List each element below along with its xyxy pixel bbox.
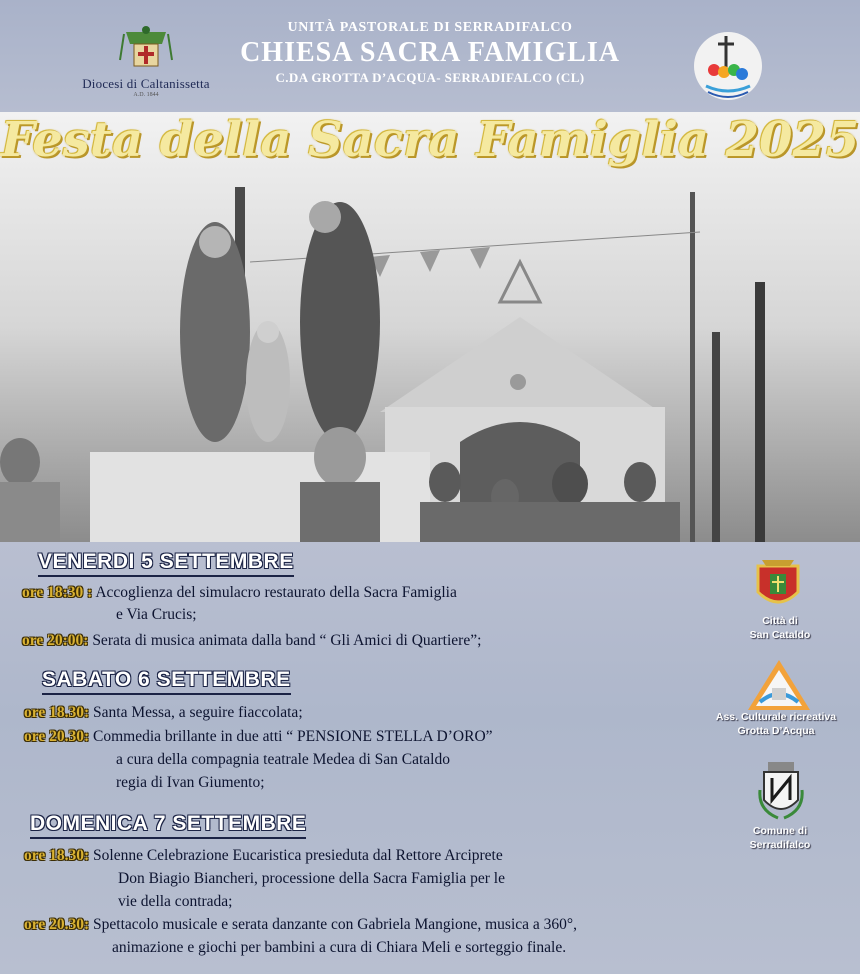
sponsor-line: San Cataldo [749,629,811,641]
program-line [24,704,303,722]
diocese-date: A.D. 1844 [133,92,159,98]
event-text: Solenne Celebrazione Eucaristica presieduta dal Rettore Arciprete [89,847,503,864]
event-text: e Via Crucis; [116,606,197,623]
event-time: ore 18.30: [24,847,90,864]
sponsor-line: Grotta D’Acqua [737,725,815,737]
program-line [24,916,577,934]
day-heading-saturday: SABATO 6 SETTEMBRE [42,668,291,695]
program-section [0,542,860,974]
jubilee-logo-icon [688,30,768,110]
event-text: animazione e giochi per bambini a cura di Chiara Meli e sorteggio finale. [112,939,567,956]
event-text: regia di Ivan Giumento; [116,774,265,791]
event-time: ore 18:30 : [22,584,93,601]
event-text: Don Biagio Biancheri, processione della Sacra Famiglia per le [118,870,505,887]
diocese-logo [76,24,216,104]
procession-photo [0,112,860,542]
parish-unit: UNITÀ PASTORALE DI SERRADIFALCO [287,20,573,35]
program-line [116,774,265,792]
sponsor-san-cataldo [720,614,840,642]
event-text: a cura della compagnia teatrale Medea di San Cataldo [116,751,450,768]
day-heading-friday: VENERDI 5 SETTEMBRE [38,550,294,577]
sponsor-line: Comune di [752,825,808,837]
program-line [118,870,505,888]
event-time: ore 20.30: [24,916,90,933]
event-text: Accoglienza del simulacro restaurato della Sacra Famiglia [92,584,457,601]
program-line [116,606,197,624]
program-line [24,847,503,865]
sponsor-grotta-acqua [692,710,860,738]
church-heading [230,20,630,86]
program-line [22,632,481,650]
procession-scene [0,112,860,542]
san-cataldo-crest-icon [752,558,804,614]
day-heading-sunday: DOMENICA 7 SETTEMBRE [30,812,306,839]
program-line [22,584,457,602]
program-line [116,751,450,769]
event-text: Serata di musica animata dalla band “ Gli Amici di Quartiere”; [88,632,482,649]
program-line [118,893,232,911]
event-time: ore 20:00: [22,632,89,649]
church-address: C.DA GROTTA D’ACQUA- SERRADIFALCO (CL) [275,70,585,85]
serradifalco-crest-icon [756,760,806,822]
event-text: Spettacolo musicale e serata danzante con Gabriela Mangione, musica a 360°, [89,916,577,933]
sponsor-serradifalco [720,824,840,852]
event-text: vie della contrada; [118,893,233,910]
festival-title: Festa della Sacra Famiglia 2025 [0,112,860,168]
event-time: ore 20.30: [24,728,90,745]
event-time: ore 18.30: [24,704,90,721]
grotta-acqua-logo-icon [746,658,812,712]
church-name: CHIESA SACRA FAMIGLIA [240,37,620,68]
sponsor-line: Ass. Culturale ricreativa [715,711,837,723]
event-text: Commedia brillante in due atti “ PENSIONE STELLA D’ORO” [89,728,493,745]
diocese-name: Diocesi di Caltanissetta [82,76,210,91]
program-line [24,728,493,746]
event-text: Santa Messa, a seguire fiaccolata; [89,704,303,721]
coat-of-arms-icon [116,24,176,74]
sponsor-line: Città di [762,615,798,627]
header-banner [0,0,860,112]
program-line [112,939,566,957]
sponsor-line: Serradifalco [749,839,811,851]
